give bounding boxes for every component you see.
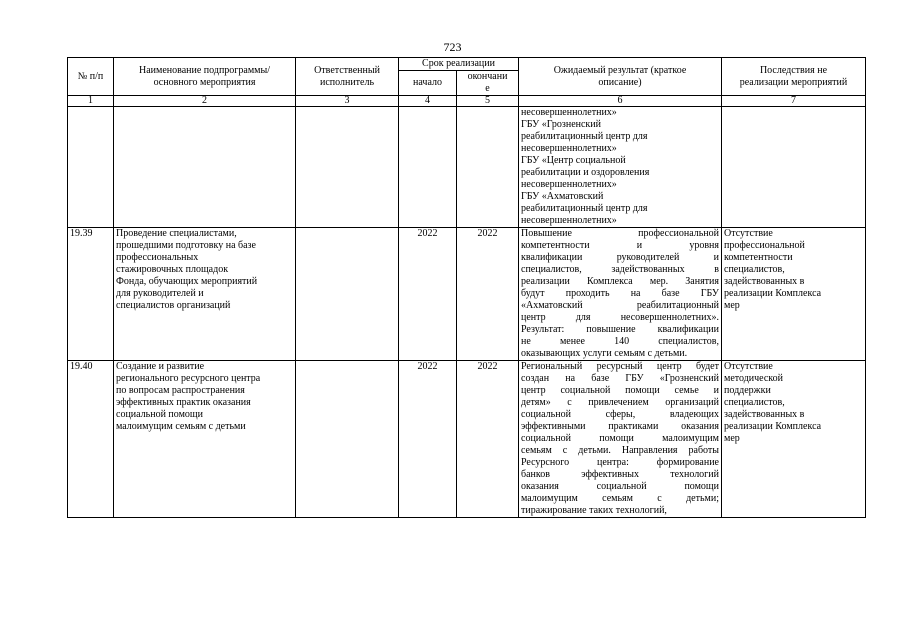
col-number: 7 bbox=[722, 96, 866, 107]
col-number: 1 bbox=[68, 96, 114, 107]
row-number bbox=[68, 107, 114, 228]
row-expected-result: несовершеннолетних» ГБУ «Грозненский реабилитационный центр для несовершеннолетних» ГБУ «Центр социальной реабилитации и оздоровления несовершеннолетних» ГБУ «Ахматовский реабилитационный центр для несовершеннолетних» bbox=[519, 107, 722, 228]
row-consequences: Отсутствие методической поддержки специалистов, задействованных в реализации Комплекса мер bbox=[722, 361, 866, 518]
col-number: 5 bbox=[457, 96, 519, 107]
column-number-row bbox=[68, 96, 866, 107]
col-number: 2 bbox=[114, 96, 296, 107]
header-result: Ожидаемый результат (краткое описание) bbox=[519, 58, 722, 96]
header-row bbox=[68, 58, 866, 71]
row-responsible bbox=[296, 107, 399, 228]
row-consequences: Отсутствие профессиональной компетентности специалистов, задействованных в реализации Комплекса мер bbox=[722, 228, 866, 361]
row-responsible bbox=[296, 228, 399, 361]
row-activity-name bbox=[114, 107, 296, 228]
row-start-year bbox=[399, 107, 457, 228]
col-number: 4 bbox=[399, 96, 457, 107]
col-number: 6 bbox=[519, 96, 722, 107]
col-number: 3 bbox=[296, 96, 399, 107]
row-start-year: 2022 bbox=[399, 228, 457, 361]
row-activity-name: Создание и развитие регионального ресурсного центра по вопросам распространения эффективных практик оказания социальной помощи малоимущим семьям с детьми bbox=[114, 361, 296, 518]
row-responsible bbox=[296, 361, 399, 518]
activities-table bbox=[67, 57, 866, 518]
row-expected-result: Региональный ресурсный центр будет создан на базе ГБУ «Грозненский центр социальной помощи семье и детям» с привлечением организаций социальной сферы, владеющих эффективными практиками оказания социальной помощи малоимущим семьям с детьми. Направления работы Ресурсного центра: формирование банков эффективных технологий оказания социальной помощи малоимущим семьям с детьми; тиражирование таких технологий, bbox=[519, 361, 722, 518]
header-consequences: Последствия не реализации мероприятий bbox=[722, 58, 866, 96]
row-expected-result: Повышение профессиональной компетентности и уровня квалификации руководителей и специалистов, задействованных в реализации Комплекса мер. Занятия будут проходить на базе ГБУ «Ахматовский реабилитационный центр для несовершеннолетних». Результат: повышение квалификации не менее 140 специалистов, оказывающих услуги семьям с детьми. bbox=[519, 228, 722, 361]
header-end: окончани е bbox=[457, 71, 519, 96]
header-start: начало bbox=[399, 71, 457, 96]
header-responsible: Ответственный исполнитель bbox=[296, 58, 399, 96]
row-number: 19.39 bbox=[68, 228, 114, 361]
table-row bbox=[68, 107, 866, 228]
page-number: 723 bbox=[443, 40, 462, 54]
header-num: № п/п bbox=[68, 58, 114, 96]
row-start-year: 2022 bbox=[399, 361, 457, 518]
row-consequences bbox=[722, 107, 866, 228]
row-activity-name: Проведение специалистами, прошедшими подготовку на базе профессиональных стажировочных площадок Фонда, обучающих мероприятий для руководителей и специалистов организаций bbox=[114, 228, 296, 361]
table-row bbox=[68, 228, 866, 361]
header-name: Наименование подпрограммы/ основного мероприятия bbox=[114, 58, 296, 96]
row-number: 19.40 bbox=[68, 361, 114, 518]
table-row bbox=[68, 361, 866, 518]
row-end-year bbox=[457, 107, 519, 228]
row-end-year: 2022 bbox=[457, 228, 519, 361]
row-end-year: 2022 bbox=[457, 361, 519, 518]
header-term: Срок реализации bbox=[399, 58, 519, 71]
